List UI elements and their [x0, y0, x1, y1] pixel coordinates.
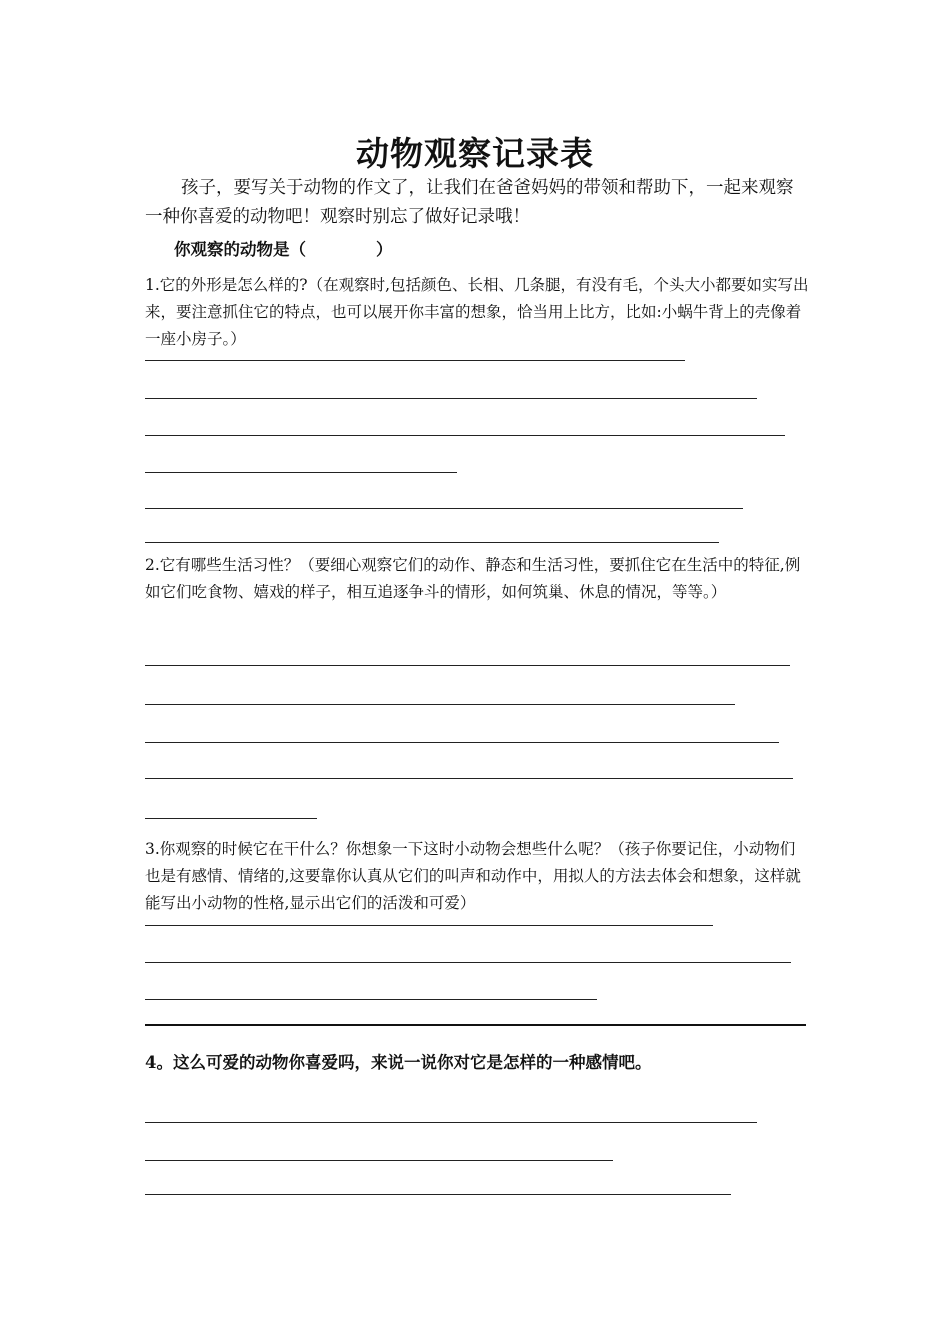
answer-line[interactable] — [145, 508, 743, 509]
answer-line[interactable] — [145, 1024, 806, 1026]
answer-line[interactable] — [145, 999, 597, 1000]
answer-line[interactable] — [145, 778, 793, 779]
page-title: 动物观察记录表 — [356, 134, 594, 173]
answer-line[interactable] — [145, 542, 719, 543]
question-1: 1.它的外形是怎么样的?（在观察时,包括颜色、长相、几条腿，有没有毛，个头大小都要如实写出来，要注意抓住它的特点，也可以展开你丰富的想象，恰当用上比方，比如:小蜗牛背上的壳像着一座小房子。） — [145, 276, 809, 348]
answer-line[interactable] — [145, 665, 790, 666]
answer-line[interactable] — [145, 398, 757, 399]
answer-line[interactable] — [145, 818, 317, 819]
answer-line[interactable] — [145, 704, 735, 705]
answer-line[interactable] — [145, 925, 713, 926]
answer-line[interactable] — [145, 360, 685, 361]
answer-line[interactable] — [145, 435, 785, 436]
answer-line[interactable] — [145, 1194, 731, 1195]
question-3: 3.你观察的时候它在干什么？你想象一下这时小动物会想些什么呢？（孩子你要记住，小动物们也是有感情、情绪的,这要靠你认真从它们的叫声和动作中，用拟人的方法去体会和想象，这样就能写出小动物的性格,显示出它们的活泼和可爱） — [145, 840, 801, 912]
question-2: 2.它有哪些生活习性？（要细心观察它们的动作、静态和生活习性，要抓住它在生活中的特征,例如它们吃食物、嬉戏的样子，相互追逐争斗的情形，如何筑巢、休息的情况，等等。） — [145, 556, 801, 601]
answer-line[interactable] — [145, 962, 791, 963]
answer-line[interactable] — [145, 742, 779, 743]
animal-prompt-close: ） — [376, 240, 393, 259]
question-4: 4。这么可爱的动物你喜爱吗，来说一说你对它是怎样的一种感情吧。 — [145, 1053, 652, 1072]
answer-line[interactable] — [145, 472, 457, 473]
intro-paragraph: 孩子，要写关于动物的作文了，让我们在爸爸妈妈的带领和帮助下，一起来观察一种你喜爱的动物吧！观察时别忘了做好记录哦！ — [145, 178, 794, 227]
animal-prompt-label: 你观察的动物是（ — [174, 240, 306, 259]
answer-line[interactable] — [145, 1122, 757, 1123]
animal-name-prompt — [174, 236, 393, 260]
answer-line[interactable] — [145, 1160, 613, 1161]
